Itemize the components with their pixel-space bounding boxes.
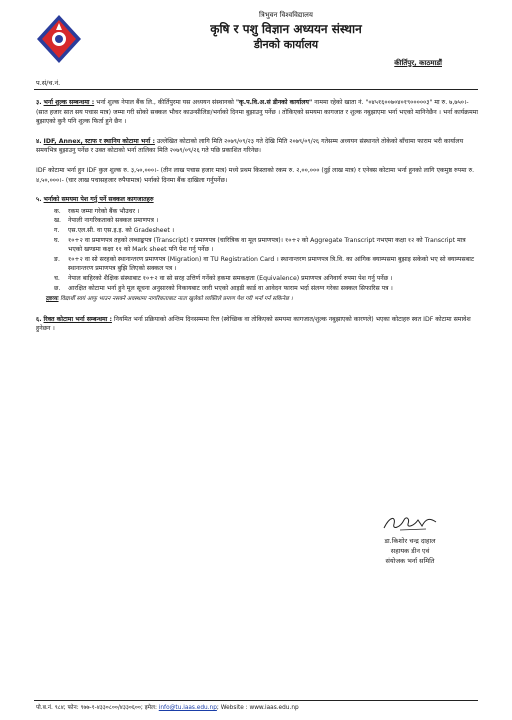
item-label: ग. bbox=[54, 226, 60, 234]
list-item bbox=[54, 226, 478, 236]
signature-block bbox=[350, 512, 470, 566]
item-text: नेपाली नागरिकताको सक्कल प्रमाणपत्र । bbox=[68, 217, 159, 225]
footer bbox=[36, 703, 478, 711]
section-fee bbox=[36, 98, 478, 127]
item-text: रकम जम्मा गरेको बैंक भौउचर । bbox=[68, 207, 140, 215]
note bbox=[46, 295, 478, 305]
footer-contact: पो.ब.नं. ९८४; फोन: ९७७-१-४३३०८००/४३३०६००; इमेल: bbox=[36, 705, 159, 711]
section-number: ३. bbox=[36, 99, 42, 106]
university-logo bbox=[36, 14, 82, 64]
section-text: उल्लेखित कोटाको लागि मिति २०७९/०९/२३ गते देखि मिति २०७९/०९/२६ गतेसम्म अध्ययन संस्थानले तोकेको बाँचामा फाराम भरी कार्यालय समयभित्र बुझाउनु पर्नेछ र उक्त कोटाको भर्ना तालिका मिति २०७९/०९/२६ गते पछि प्रकाशित गरिनेछ। bbox=[36, 137, 464, 155]
list-item bbox=[54, 216, 478, 226]
item-text: १०+२ वा सो सरहको स्थानान्तरण प्रमाणपत्र (Migration) वा TU Registration Card । स्थानान्तरण प्रमाणपत्र त्रि.वि. का आंगिक क्याम्पसमा बुझाइ सकेको भए सो क्याम्पसबाट स्थानान्तरण प्रमाणपत्र बुझि लिएको सक्कल पत्र । bbox=[68, 255, 474, 273]
item-label: क. bbox=[54, 207, 61, 215]
item-text: आरक्षित कोटामा भर्ना हुने मूल सूचना अनुसारको निकायबाट जारी भएको आइडी कार्ड वा आवेदन फाराम भर्दा संलग्न गरेका सक्कल सिफारिस पत्र । bbox=[68, 284, 393, 292]
section-number: ६. bbox=[36, 315, 42, 323]
email-link[interactable]: info@tu.iaas.edu.np bbox=[158, 705, 217, 711]
item-label: च. bbox=[54, 274, 60, 282]
reference-number: प.सं/च.नं. bbox=[36, 79, 61, 87]
section-title: रिक्त कोटामा भर्ना सम्बन्धमा : bbox=[43, 315, 112, 323]
list-item bbox=[54, 274, 478, 284]
item-label: ख. bbox=[54, 217, 62, 225]
section-number: ५. bbox=[36, 196, 42, 204]
section-quota bbox=[36, 137, 478, 185]
section-vacant-quota bbox=[36, 315, 478, 334]
section-title: भर्नाको समयमा पेश गर्नु पर्ने सक्कल कागजातहरु bbox=[43, 196, 154, 204]
signatory-title: सहायक डीन एवं bbox=[390, 547, 430, 555]
signatory-title: संयोजक भर्ना समिति bbox=[385, 557, 435, 565]
note-text: विद्यार्थी स्वयं आफु भाउन नसक्ने अवस्थामा नागरिकताबाट नाता खुलेको व्यक्तिले प्रमाण पेश गरी भर्ना गर्न सकिनेछ । bbox=[58, 296, 293, 303]
institute-name: कृषि र पशु विज्ञान अध्ययन संस्थान bbox=[210, 22, 362, 36]
item-text: एस.एल.सी. वा एस.इ.इ. को Gradesheet । bbox=[68, 226, 175, 234]
list-item bbox=[54, 236, 478, 255]
item-label: ङ. bbox=[54, 255, 60, 263]
section-text: भर्ना शुल्क नेपाल बैंक लि., कीर्तिपुरमा यस अध्ययन संस्थानको bbox=[94, 99, 236, 106]
item-text: १०+२ वा प्रमाणपत्र तहको लब्धाङ्कपत्र (Transcript) र प्रमाणपत्र (चारित्रिक वा मूल प्रमाणपत्र)। १०+२ को Aggregate Transcript नभएमा कक्षा १२ को Transcript मात्र भएको खण्डमा कक्षा ११ को Mark sheet पनि पेश गर्नु पर्नेछ । bbox=[68, 236, 466, 254]
university-name: त्रिभुवन विश्वविद्यालय bbox=[259, 11, 313, 19]
section-number: ४. bbox=[36, 137, 42, 145]
section-text: नियमित भर्ना प्रक्रियाको अन्तिम दिनसम्ममा रित्त (स्वेच्छिक वा तोकिएको समयमा कागजात/शुल्क नबुझाएको कारणले) भएका कोटाहरु स्वत IDF कोटामा समावेश हुनेछन । bbox=[36, 315, 471, 333]
item-label: छ. bbox=[54, 284, 61, 292]
letterhead bbox=[100, 10, 472, 52]
office-location: कीर्तिपुर, काठमाडौं bbox=[394, 59, 442, 67]
section-documents bbox=[36, 195, 478, 305]
account-name: "कृ.प.वि.अ.सं डीनको कार्यालय" bbox=[235, 99, 313, 106]
note-label: द्रष्टव्यः bbox=[46, 296, 59, 303]
footer-website: ; Website : www.iaas.edu.np bbox=[216, 705, 299, 711]
item-label: घ. bbox=[54, 236, 60, 244]
list-item bbox=[54, 255, 478, 274]
item-text: नेपाल बाहिरको शैक्षिक संस्थाबाट १०+२ वा सो सरह उत्तिर्ण गर्नेको हकमा समकक्षता (Equivalence) प्रमाणपत्र अनिवार्य रुपमा पेश गर्नु पर्नेछ । bbox=[68, 274, 393, 282]
section-text: नाममा रहेको खाता नं. "०४५१६००७०४०१९०००००३" मा रु. ७,७५०।- (सात हजार सात सय पचास मात्र) जम्मा गरी सोको सक्कल भौचर काउन्सीलिङ/भर्नाको दिनमा बुझाउनु पर्नेछ । तोकिएको समयमा कागजात र शुल्क नबुझाएमा भर्ना भएको मानिनेछैन । भर्ना कार्यक्रममा बुझाएको कुनै पनि शुल्क फिर्ता हुने छैन । bbox=[36, 99, 479, 126]
notice-body bbox=[36, 98, 478, 344]
list-item bbox=[54, 207, 478, 217]
list-item bbox=[54, 284, 478, 294]
signatory-name: डा.किशोर चन्द्र दाहाल bbox=[384, 537, 436, 545]
handwritten-signature bbox=[380, 512, 440, 534]
header-divider bbox=[34, 89, 478, 90]
idf-fee-paragraph: IDF कोटामा भर्ना हुन IDF कुल शुल्क रु. ३,५०,०००।- (तीन लाख पचास हजार मात्र) मध्ये प्रथम किस्ताको रकम रु. २,००,००० (दुई लाख मात्र) र एनेक्स कोटामा भर्ना हुनको लागि एकमुष्ठ रुपमा रु. ४,५०,०००।- (चार लाख पचासहजार रुपैयामात्र) भर्नाको दिनमा बैंक दाखिला गर्नुपर्नेछ। bbox=[36, 166, 475, 184]
footer-divider bbox=[34, 700, 478, 701]
section-title: IDF, Annex, स्टाफ र स्थानिय कोटामा भर्ना : bbox=[43, 137, 155, 145]
office-name: डीनको कार्यालय bbox=[253, 38, 319, 51]
section-title: भर्ना शुल्क सम्बन्धमा : bbox=[43, 99, 95, 106]
document-list bbox=[36, 207, 478, 293]
